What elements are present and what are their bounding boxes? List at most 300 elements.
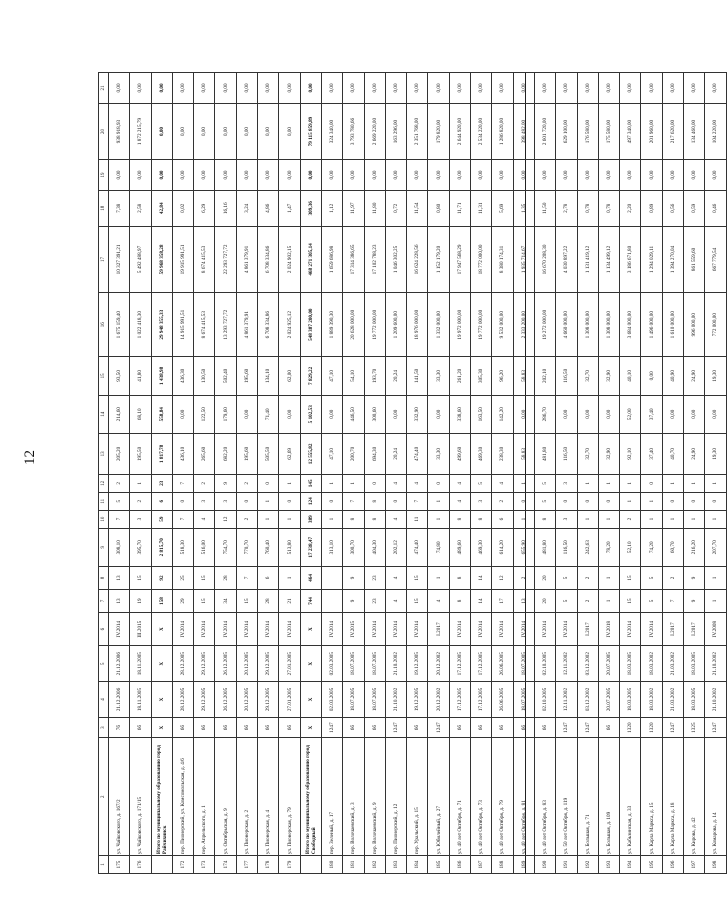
table-cell: 338,60 (449, 395, 470, 433)
table-cell: 176 (130, 856, 151, 874)
table-cell: 10 327 391,21 (109, 226, 130, 293)
table-cell: 2,20 (620, 190, 641, 226)
table-cell: IV.2014 (492, 613, 513, 646)
table-cell: 1 394 270,04 (662, 226, 683, 293)
table-cell: 3 (194, 492, 215, 510)
table-cell: 0,80 (428, 190, 449, 226)
table-cell: 0 (279, 492, 300, 510)
column-number: 10 (99, 510, 109, 528)
table-cell: 436,30 (172, 357, 193, 395)
table-cell: 207,70 (705, 528, 726, 566)
address-cell: ул. Кирова, д. 42 (684, 738, 705, 856)
address-cell: ул. Большая, д. 109 (598, 738, 619, 856)
table-cell: 996 000,00 (684, 293, 705, 357)
column-number: 17 (99, 226, 109, 293)
address-cell: ул. 50 лет Октября, д. 119 (556, 738, 577, 856)
table-cell: 0,00 (258, 160, 279, 191)
table-cell: 2 (577, 566, 598, 589)
table-cell: 1 889 390,30 (321, 293, 342, 357)
table-cell: 217 620,00 (662, 103, 683, 159)
table-cell: 0,00 (684, 160, 705, 191)
table-cell: 21.03.2002 (662, 682, 683, 718)
table-cell: 21 (279, 589, 300, 612)
table-row (236, 73, 257, 874)
table-cell: 14 (471, 566, 492, 589)
table-cell: 0 (513, 492, 534, 510)
table-cell: 15 (620, 589, 641, 612)
table-cell: 134,10 (258, 357, 279, 395)
table-cell: 2 644 920,00 (449, 103, 470, 159)
table-cell: 1,47 (279, 190, 300, 226)
table-cell: 59 (151, 510, 172, 528)
table-cell: 02.10.2005 (534, 682, 555, 718)
table-cell: 33,30 (428, 433, 449, 474)
table-cell: 4 861 379,91 (236, 226, 257, 293)
table-cell: 4 (449, 474, 470, 492)
column-number: 8 (99, 566, 109, 589)
table-cell: 481,80 (534, 528, 555, 566)
table-cell: 198 (705, 856, 726, 874)
table-cell: 2 815,70 (151, 528, 172, 566)
table-cell: 20.07.2005 (598, 682, 619, 718)
column-number: 7 (99, 589, 109, 612)
table-cell: 0 (236, 492, 257, 510)
table-cell: 1 659 686,98 (321, 226, 342, 293)
table-cell: 2 (513, 566, 534, 589)
table-cell: 2 601 720,00 (534, 103, 555, 159)
table-row (492, 73, 513, 874)
table-row (641, 73, 662, 874)
table-cell: 0,00 (471, 73, 492, 104)
address-cell: пер. Зеленый, д. 17 (321, 738, 342, 856)
table-cell: 0,00 (300, 73, 321, 104)
address-cell: ул. Чайковского, д. 167/2 (109, 738, 130, 856)
column-number: 2 (99, 738, 109, 856)
table-cell: 8 (449, 510, 470, 528)
table-cell: 18.11.2005 (130, 646, 151, 682)
table-cell: 18 976 000,00 (407, 293, 428, 357)
table-row (513, 73, 534, 874)
table-cell: 0,00 (364, 73, 385, 104)
table-cell: 18.03.2005 (620, 682, 641, 718)
table-cell: 1 (428, 510, 449, 528)
table-cell: 16 670 208,30 (534, 226, 555, 293)
table-cell: 20,24 (385, 357, 406, 395)
table-cell: 1 286 820,00 (492, 103, 513, 159)
table-cell: 134 460,00 (684, 103, 705, 159)
table-cell: 15 (620, 566, 641, 589)
table-cell: 58,83 (513, 357, 534, 395)
table-cell: 1 (705, 566, 726, 589)
address-cell: пер. Пионерский, ул. Комсомольская, д. 4/6 (172, 738, 193, 856)
table-cell: 12.11.2002 (556, 646, 577, 682)
page-number: 12 (22, 450, 38, 465)
table-cell: 548 387 200,00 (300, 293, 321, 357)
table-cell: 4 (385, 589, 406, 612)
table-cell: IV.2014 (236, 613, 257, 646)
table-cell: 19.12.2005 (407, 646, 428, 682)
table-cell: 3 (215, 492, 236, 510)
table-cell: 1 (598, 589, 619, 612)
table-cell: 5 (556, 589, 577, 612)
table-cell: 6б (449, 717, 470, 737)
table-cell: 4 (428, 589, 449, 612)
table-cell: I.2017 (684, 613, 705, 646)
table-cell: 122,50 (194, 395, 215, 433)
table-cell: 4 030 897,22 (556, 226, 577, 293)
table-cell: 0,00 (534, 73, 555, 104)
table-cell: 19 272 000,00 (534, 293, 555, 357)
table-cell: 02.10.2005 (534, 646, 555, 682)
table-cell: 202,10 (534, 357, 555, 395)
table-cell: 0 (364, 474, 385, 492)
table-cell: 42,84 (151, 190, 172, 226)
table-cell: III.2015 (130, 613, 151, 646)
table-cell: 1 (577, 474, 598, 492)
table-cell: 15 (236, 589, 257, 612)
table-cell: 93,50 (109, 357, 130, 395)
table-cell: I.2017 (577, 613, 598, 646)
table-cell: 0,00 (109, 73, 130, 104)
address-cell: ул. 40 лет Октября, д. 71 (449, 738, 470, 856)
table-cell: 02.03.2005 (321, 646, 342, 682)
table-cell: 18.07.2005 (364, 646, 385, 682)
table-cell: 1 (343, 474, 364, 492)
table-cell: 19 972 000,00 (449, 293, 470, 357)
table-cell: 27.01.2005 (279, 682, 300, 718)
table-cell: 11,97 (343, 190, 364, 226)
table-cell: 8 (343, 510, 364, 528)
address-cell: пер. Волочаевский, д. 3 (343, 738, 364, 856)
column-number: 16 (99, 293, 109, 357)
table-cell: 1 (598, 474, 619, 492)
address-cell: ул. Пионерская, д. 2 (236, 738, 257, 856)
table-cell: 0,00 (513, 160, 534, 191)
table-cell: 184 (407, 856, 428, 874)
table-cell: 0 (662, 492, 683, 510)
table-cell: 0,00 (492, 73, 513, 104)
table-cell: 54,10 (343, 357, 364, 395)
table-cell: 1 (428, 566, 449, 589)
table-cell: 195 (641, 856, 662, 874)
table-cell: 1 (513, 510, 534, 528)
table-cell: 1 046 302,25 (385, 226, 406, 293)
table-cell: 0,00 (428, 395, 449, 433)
table-cell: 12.11.2002 (556, 682, 577, 718)
table-cell: 17.12.2005 (449, 646, 470, 682)
table-cell: 0 (321, 492, 342, 510)
table-cell: 7,38 (109, 190, 130, 226)
table-cell (321, 566, 342, 589)
table-cell: 173 (194, 856, 215, 874)
table-cell: 1 134 499,12 (598, 226, 619, 293)
table-cell: 6б (194, 717, 215, 737)
table-cell: 6б (258, 717, 279, 737)
table-cell: 655,90 (513, 528, 534, 566)
table-cell: 9 532 000,00 (492, 293, 513, 357)
table-cell: 0,00 (492, 160, 513, 191)
table-cell: 5 (641, 589, 662, 612)
column-number: 20 (99, 103, 109, 159)
table-cell: 6 708 334,86 (258, 293, 279, 357)
table-cell: IV.2014 (385, 613, 406, 646)
table-cell: 1247 (705, 717, 726, 737)
table-row (556, 73, 577, 874)
table-cell: 1 209 600,00 (385, 293, 406, 357)
table-cell: 174 (215, 856, 236, 874)
table-cell: 2 669 220,00 (364, 103, 385, 159)
table-cell (151, 856, 172, 874)
table-cell: 18.03.2005 (684, 682, 705, 718)
table-cell: 6,29 (194, 190, 215, 226)
table-row (662, 73, 683, 874)
table-cell: 694,30 (364, 433, 385, 474)
table-cell: 1247 (662, 717, 683, 737)
table-cell: 0,00 (172, 103, 193, 159)
table-row (385, 73, 406, 874)
table-cell: 0,00 (151, 103, 172, 159)
table-cell: 436,10 (172, 433, 193, 474)
table-cell: 19.12.2005 (407, 682, 428, 718)
rotated-table-container (98, 72, 719, 874)
table-row (449, 73, 470, 874)
table-cell: 29 948 355,33 (151, 293, 172, 357)
table-cell: 1 (705, 589, 726, 612)
table-cell: 1 (428, 492, 449, 510)
table-cell: IV.2014 (641, 613, 662, 646)
table-cell: 4 (194, 510, 215, 528)
table-cell: 62,00 (279, 357, 300, 395)
table-cell: 18.03.2005 (620, 646, 641, 682)
table-cell: 17 238,47 (300, 528, 321, 566)
table-cell: 0,00 (598, 73, 619, 104)
table-cell: 13 (109, 566, 130, 589)
table-cell: 1 (662, 510, 683, 528)
table-cell: 6б (343, 717, 364, 737)
table-cell: IV.2014 (513, 613, 534, 646)
table-cell: 6 (151, 492, 172, 510)
table-cell (321, 589, 342, 612)
table-cell: 1,35 (513, 190, 534, 226)
table-cell: 18.07.2005 (513, 682, 534, 718)
table-cell: 47,10 (321, 433, 342, 474)
table-cell: 0,46 (705, 190, 726, 226)
table-cell: 518,30 (172, 528, 193, 566)
table-cell: 74,20 (641, 528, 662, 566)
column-number: 1 (99, 856, 109, 874)
table-cell: 20.12.2002 (428, 646, 449, 682)
table-cell: 3 (130, 510, 151, 528)
table-cell: 0,00 (130, 73, 151, 104)
table-cell: 0,00 (641, 357, 662, 395)
table-cell: 8 674 415,53 (194, 226, 215, 293)
table-cell: 197 (684, 856, 705, 874)
column-number: 18 (99, 190, 109, 226)
table-cell: 18.07.2005 (364, 682, 385, 718)
table-cell: 17 102 788,23 (364, 226, 385, 293)
table-cell: 4 (385, 510, 406, 528)
table-cell: 175 580,00 (598, 103, 619, 159)
table-cell: 18.07.2005 (513, 646, 534, 682)
table-cell: IV.2014 (364, 613, 385, 646)
table-cell: 52,10 (620, 528, 641, 566)
table-cell: 21.03.2002 (662, 646, 683, 682)
table-cell: 141,50 (407, 357, 428, 395)
address-cell: ул. Карла Маркса, д. 15 (641, 738, 662, 856)
table-row (258, 73, 279, 874)
table-cell: X (300, 717, 321, 737)
table-cell: 9 (343, 589, 364, 612)
table-cell: 4 660 000,00 (556, 293, 577, 357)
table-cell: 191 (556, 856, 577, 874)
table-cell: 11 (407, 510, 428, 528)
table-cell: 52,00 (620, 395, 641, 433)
table-cell: 163 296,00 (385, 103, 406, 159)
table-cell: 1,12 (321, 190, 342, 226)
table-cell: 2 (109, 474, 130, 492)
table-cell: X (300, 646, 321, 682)
table-cell: 37,40 (641, 395, 662, 433)
table-row (279, 73, 300, 874)
table-cell: 0,00 (620, 160, 641, 191)
address-cell: ул. Большая, д. 71 (577, 738, 598, 856)
table-cell: 14 915 991,51 (172, 293, 193, 357)
table-cell: 0,00 (471, 160, 492, 191)
table-cell: 2 (130, 492, 151, 510)
table-cell: 21.10.2002 (705, 646, 726, 682)
table-cell: 116,50 (556, 357, 577, 395)
table-cell: 8 (471, 510, 492, 528)
table-cell: 0,56 (662, 190, 683, 226)
table-cell: 181 (343, 856, 364, 874)
table-cell: 1 (598, 510, 619, 528)
column-number: 3 (99, 717, 109, 737)
table-cell: 9 (684, 566, 705, 589)
table-cell: 770,70 (236, 528, 257, 566)
table-cell: 8 (364, 510, 385, 528)
table-cell: 03.12.2002 (577, 646, 598, 682)
table-cell: 1 496 000,00 (641, 293, 662, 357)
table-cell: 744 (300, 589, 321, 612)
table-cell: 19,30 (705, 433, 726, 474)
table-row (343, 73, 364, 874)
table-cell: 1 (705, 474, 726, 492)
table-cell: 0,00 (194, 103, 215, 159)
table-cell: 0,00 (385, 73, 406, 104)
table-cell: 0,00 (385, 160, 406, 191)
table-cell: I.2017 (428, 613, 449, 646)
table-cell: 4 (385, 566, 406, 589)
table-cell: 193,70 (364, 357, 385, 395)
table-cell: 3 684 000,00 (620, 293, 641, 357)
table-cell: 201 960,00 (641, 103, 662, 159)
table-cell: IV.2014 (321, 613, 342, 646)
address-cell: ул. Карла Маркса, д. 18 (662, 738, 683, 856)
table-cell: 469,30 (471, 433, 492, 474)
table-cell: 0,00 (236, 103, 257, 159)
table-cell: 3 793 780,66 (343, 103, 364, 159)
table-cell: IV.2014 (258, 613, 279, 646)
table-cell: 193 (598, 856, 619, 874)
table-cell: 24,90 (684, 433, 705, 474)
table-cell: 1320 (641, 717, 662, 737)
table-cell: 682,20 (215, 433, 236, 474)
table-cell: 0,00 (620, 73, 641, 104)
table-cell: 1 (577, 510, 598, 528)
table-cell: 1247 (577, 717, 598, 737)
table-cell: 0 (705, 492, 726, 510)
table-cell: 104 220,00 (705, 103, 726, 159)
table-cell: 3 (556, 510, 577, 528)
table-cell: 9 (684, 589, 705, 612)
table-cell: 0,00 (215, 103, 236, 159)
table-cell: 21.12.2006 (109, 646, 130, 682)
table-cell: 23 (364, 589, 385, 612)
table-cell: 1 675 159,40 (109, 293, 130, 357)
table-cell: 195,60 (236, 357, 257, 395)
table-cell: 0 (641, 474, 662, 492)
table-cell: 474,40 (407, 528, 428, 566)
table-cell: 1 (279, 510, 300, 528)
table-cell: 158 (151, 589, 172, 612)
table-cell: 34 (215, 589, 236, 612)
table-cell: 629 100,00 (556, 103, 577, 159)
table-cell: 92,10 (620, 433, 641, 474)
table-cell: 8 380 174,31 (492, 226, 513, 293)
table-cell: 2 (236, 510, 257, 528)
table-cell: 20 (534, 589, 555, 612)
table-cell: 0,00 (577, 160, 598, 191)
table-cell: 2 024 925,12 (279, 293, 300, 357)
table-cell: 6 (492, 510, 513, 528)
table-cell: 179,60 (215, 395, 236, 433)
table-cell: 5 (641, 566, 662, 589)
table-cell: 6б (130, 717, 151, 737)
table-cell: 6б (407, 717, 428, 737)
address-cell: ул. 40 лет Октября, д. 83 (534, 738, 555, 856)
table-cell: 286,70 (534, 395, 555, 433)
table-cell: 1 (258, 510, 279, 528)
table-cell: 499,60 (449, 433, 470, 474)
table-cell: 0,00 (279, 160, 300, 191)
table-cell: 19 772 000,00 (471, 293, 492, 357)
table-cell: IV.2014 (556, 613, 577, 646)
table-cell: 130,50 (194, 357, 215, 395)
table-cell: 0 (172, 492, 193, 510)
address-cell: пер. Уральский, д. 15 (407, 738, 428, 856)
table-cell: 13 (513, 589, 534, 612)
table-cell: 0,00 (577, 73, 598, 104)
table-cell: 1 (705, 510, 726, 528)
table-cell: 22 293 727,72 (215, 226, 236, 293)
table-cell: 32,90 (598, 357, 619, 395)
table-cell: 214,60 (109, 395, 130, 433)
table-cell: 1 308 000,00 (577, 293, 598, 357)
table-cell: 192 (577, 856, 598, 874)
table-cell: 15 (407, 566, 428, 589)
table-cell: 0,00 (236, 395, 257, 433)
subtotal-row (300, 73, 321, 874)
table-cell: 6б (492, 717, 513, 737)
table-cell: 19 772 000,00 (364, 293, 385, 357)
table-cell: 163,50 (471, 395, 492, 433)
table-cell: 0,00 (236, 160, 257, 191)
table-cell: 1 (641, 510, 662, 528)
table-cell: 8 (449, 589, 470, 612)
table-cell: 92 (151, 566, 172, 589)
table-cell: 6 708 334,86 (258, 226, 279, 293)
table-cell: 0,00 (662, 160, 683, 191)
